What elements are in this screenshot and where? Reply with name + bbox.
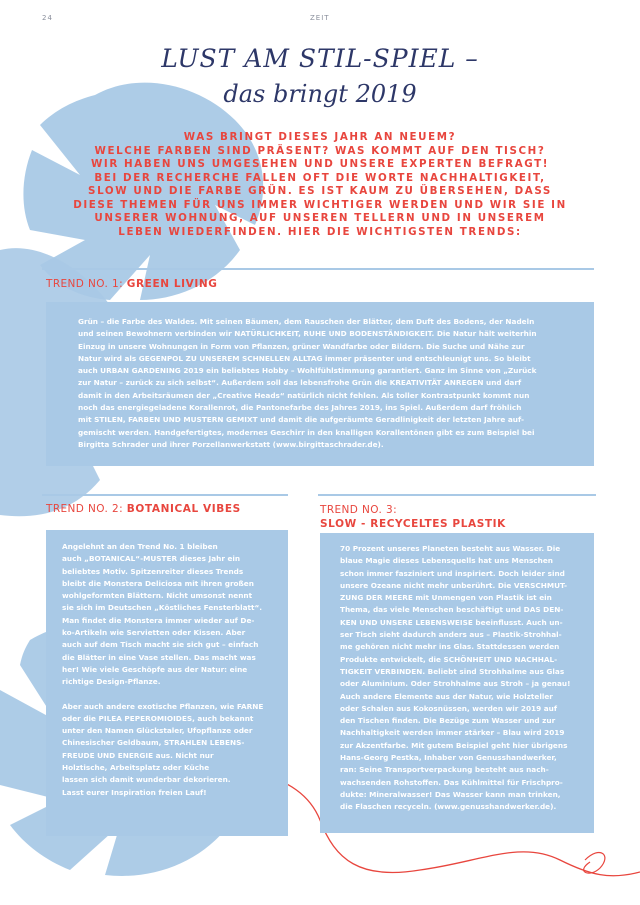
text-line: Aber auch andere exotische Pflanzen, wie FARNE [62,701,264,711]
intro-text [40,131,600,239]
text-line: ZUNG DER MEERE mit Unmengen von Plastik ist ein [340,593,552,603]
text-line: die Flaschen recyceln. (www.genusshandwerker.de). [340,802,557,812]
trend-3-text [340,543,570,814]
text-line: zur Akzentfarbe. Mit gutem Beispiel geht hier übrigens [340,740,568,750]
text-line: Holztische, Arbeitsplatz oder Küche [62,763,210,773]
intro-line: UNSERER WOHNUNG, AUF UNSEREN TELLERN UND IN UNSEREM [94,212,546,224]
intro-line: LEBEN WIEDERFINDEN. HIER DIE WICHTIGSTEN TRENDS: [118,225,522,238]
divider-rule [318,494,596,496]
text-line: dukte: Mineralwasser! Das Wasser kann man trinken, [340,789,561,799]
text-line: wohlgeformten Blättern. Nicht umsonst nennt [62,591,253,601]
text-line: blaue Magie dieses Lebensquells hat uns Menschen [340,556,553,566]
text-line: unter den Namen Glückstaler, Ufopflanze oder [62,726,253,736]
text-line: gemischt werden. Handgefertigtes, modernes Geschirr in den knalligen Korallentönen gibt es zum Beispiel bei [78,427,535,437]
trend-2-text [62,541,263,799]
text-line: mit STILEN, FARBEN UND MUSTERN GEMIXT und damit die aufgeräumte Geradlinigkeit der letzten Jahre auf- [78,415,525,425]
text-line: ko-Artikeln wie Servietten oder Kissen. Aber [62,628,246,638]
text-line: richtige Design-Pflanze. [62,677,161,687]
intro-line: DIESE THEMEN FÜR UNS IMMER WICHTIGER WERDEN UND WIR SIE IN [73,198,567,211]
text-line: und seinen Bewohnern verbinden wir NATÜRLICHKEIT, RUHE UND BODENSTÄNDIGKEIT. Die Natur hält weiterhin [78,329,537,339]
text-line: auch auf dem Tisch macht sie sich gut – einfach [62,640,259,650]
red-thread-line-loop [584,852,605,873]
trend-1-heading [46,278,218,290]
text-line: die Blätter in eine Vase stellen. Das macht was [62,652,256,662]
page-subtitle: das bringt 2019 [223,80,417,108]
trend-1-label: TREND NO. 1: [46,278,124,290]
intro-line: WIR HABEN UNS UMGESEHEN UND UNSERE EXPERTEN BEFRAGT! [90,158,550,170]
text-line: ran: Seine Transportverpackung besteht aus nach- [340,765,549,775]
text-line: Man findet die Monstera immer wieder auf De- [62,615,255,625]
trend-2-name: BOTANICAL VIBES [126,503,241,515]
text-line: oder die PILEA PEPEROMIOIDES, auch bekannt [62,713,254,723]
divider-rule [42,268,594,270]
text-line: Angelehnt an den Trend No. 1 bleiben [62,542,218,551]
trend-1-text [78,316,537,451]
text-line: wachsenden Rohstoffen. Das Kühlmittel für Frischpro- [340,777,563,787]
trend-1-name: GREEN LIVING [126,278,218,290]
text-line: Produkte entwickelt, die SCHÖNHEIT UND NACHHAL- [340,654,558,664]
text-line: 70 Prozent unseres Planeten besteht aus Wasser. Die [340,544,561,553]
text-line: Auch andere Elemente aus der Natur, wie Holzteller [340,691,553,701]
text-line: oder Schalen aus Kokosnüssen, werden wir 2019 auf [340,703,558,713]
text-line: FREUDE UND ENERGIE aus. Nicht nur [62,750,214,760]
text-line: sie sich im Deutschen „Köstliches Fensterblatt“. [62,603,263,613]
text-line: me gehören nicht mehr ins Glas. Stattdessen werden [340,642,560,652]
section-label: ZEIT [310,14,330,22]
intro-line: WAS BRINGT DIESES JAHR AN NEUEM? [183,131,457,143]
text-line: zur Natur – zurück zu sich selbst“. Außerdem soll das lebensfrohe Grün die KREATIVITÄT ANREGEN und darf [78,378,522,388]
intro-line: WELCHE FARBEN SIND PRÄSENT? WAS KOMMT AUF DEN TISCH? [94,144,546,157]
text-line: Chinesischer Geldbaum, STRAHLEN LEBENS- [62,738,245,748]
text-line: KEN UND UNSERE LEBENSWEISE beeinflusst. Auch un- [340,617,563,627]
text-line: lassen sich damit wunderbar dekorieren. [62,775,231,785]
text-line: Hans-Georg Pestka, Inhaber von Genusshandwerker, [340,753,557,763]
text-line: den Tischen finden. Die Bezüge zum Wasser und zur [340,716,556,726]
trend-3-heading [320,503,506,531]
text-line: TIGKEIT VERBINDEN. Beliebt sind Strohhalme aus Glas [340,666,565,676]
divider-rule [42,494,288,496]
text-line: noch das energiegeladene Korallenrot, die Pantonefarbe des Jahres 2019, ins Spiel. Außerdem darf fröhlich [78,403,522,413]
page-title: LUST AM STIL-SPIEL – [161,44,479,73]
text-line: schon immer fasziniert und inspiriert. Doch leider sind [340,568,565,578]
page-number: 24 [42,14,53,22]
text-line: bleibt die Monstera Deliciosa mit ihren großen [62,578,254,588]
text-line: oder Aluminium. Oder Strohhalme aus Stroh – ja genau! [340,679,571,689]
text-line: unsere Ozeane nicht mehr unberührt. Die VERSCHMUT- [340,580,567,590]
text-line: Nachhaltigkeit werden immer stärker – Blau wird 2019 [340,728,565,738]
text-line: auch „BOTANICAL“-MUSTER dieses Jahr ein [62,554,241,564]
text-line: her! Wie viele Geschöpfe aus der Natur: eine [62,664,248,674]
text-line: damit in den Arbeitsräumen der „Creative Heads“ natürlich nicht fehlen. Als toller Kontrastpunkt kommt nun [78,390,530,400]
trend-3-label: TREND NO. 3: [320,504,398,516]
text-line: Lasst eurer Inspiration freien Lauf! [62,787,207,797]
intro-line: SLOW UND DIE FARBE GRÜN. ES IST KAUM ZU ÜBERSEHEN, DASS [88,185,552,197]
text-line: Einzug in unsere Wohnungen in Form von Pflanzen, grüner Wandfarbe oder Bildern. Die Suche und Nähe zur [78,341,525,351]
text-line: Natur wird als GEGENPOL ZU UNSEREM SCHNELLEN ALLTAG immer präsenter und entschleunigt uns. So bleibt [78,353,531,363]
text-line: Grün – die Farbe des Waldes. Mit seinen Bäumen, dem Rauschen der Blätter, dem Duft des Bodens, der Nadeln [78,317,535,326]
text-line: auch URBAN GARDENING 2019 ein beliebtes Hobby – Wohlfühlstimmung garantiert. Ganz im Sinne von „Zurück [78,366,537,376]
intro-line: BEI DER RECHERCHE FALLEN OFT DIE WORTE NACHHALTIGKEIT, [94,171,546,184]
text-line: ser Tisch sieht dadurch anders aus – Plastik-Strohhal- [340,630,562,640]
text-line: Birgitta Schrader und ihrer Porzellanwerkstatt (www.birgittaschrader.de). [78,439,384,449]
trend-2-label: TREND NO. 2: [46,503,124,515]
text-line: Thema, das viele Menschen beschäftigt und DAS DEN- [340,605,564,615]
text-line: beliebtes Motiv. Spitzenreiter dieses Trends [62,566,244,576]
trend-2-heading [46,503,241,515]
trend-3-name: SLOW - RECYCELTES PLASTIK [320,518,506,530]
